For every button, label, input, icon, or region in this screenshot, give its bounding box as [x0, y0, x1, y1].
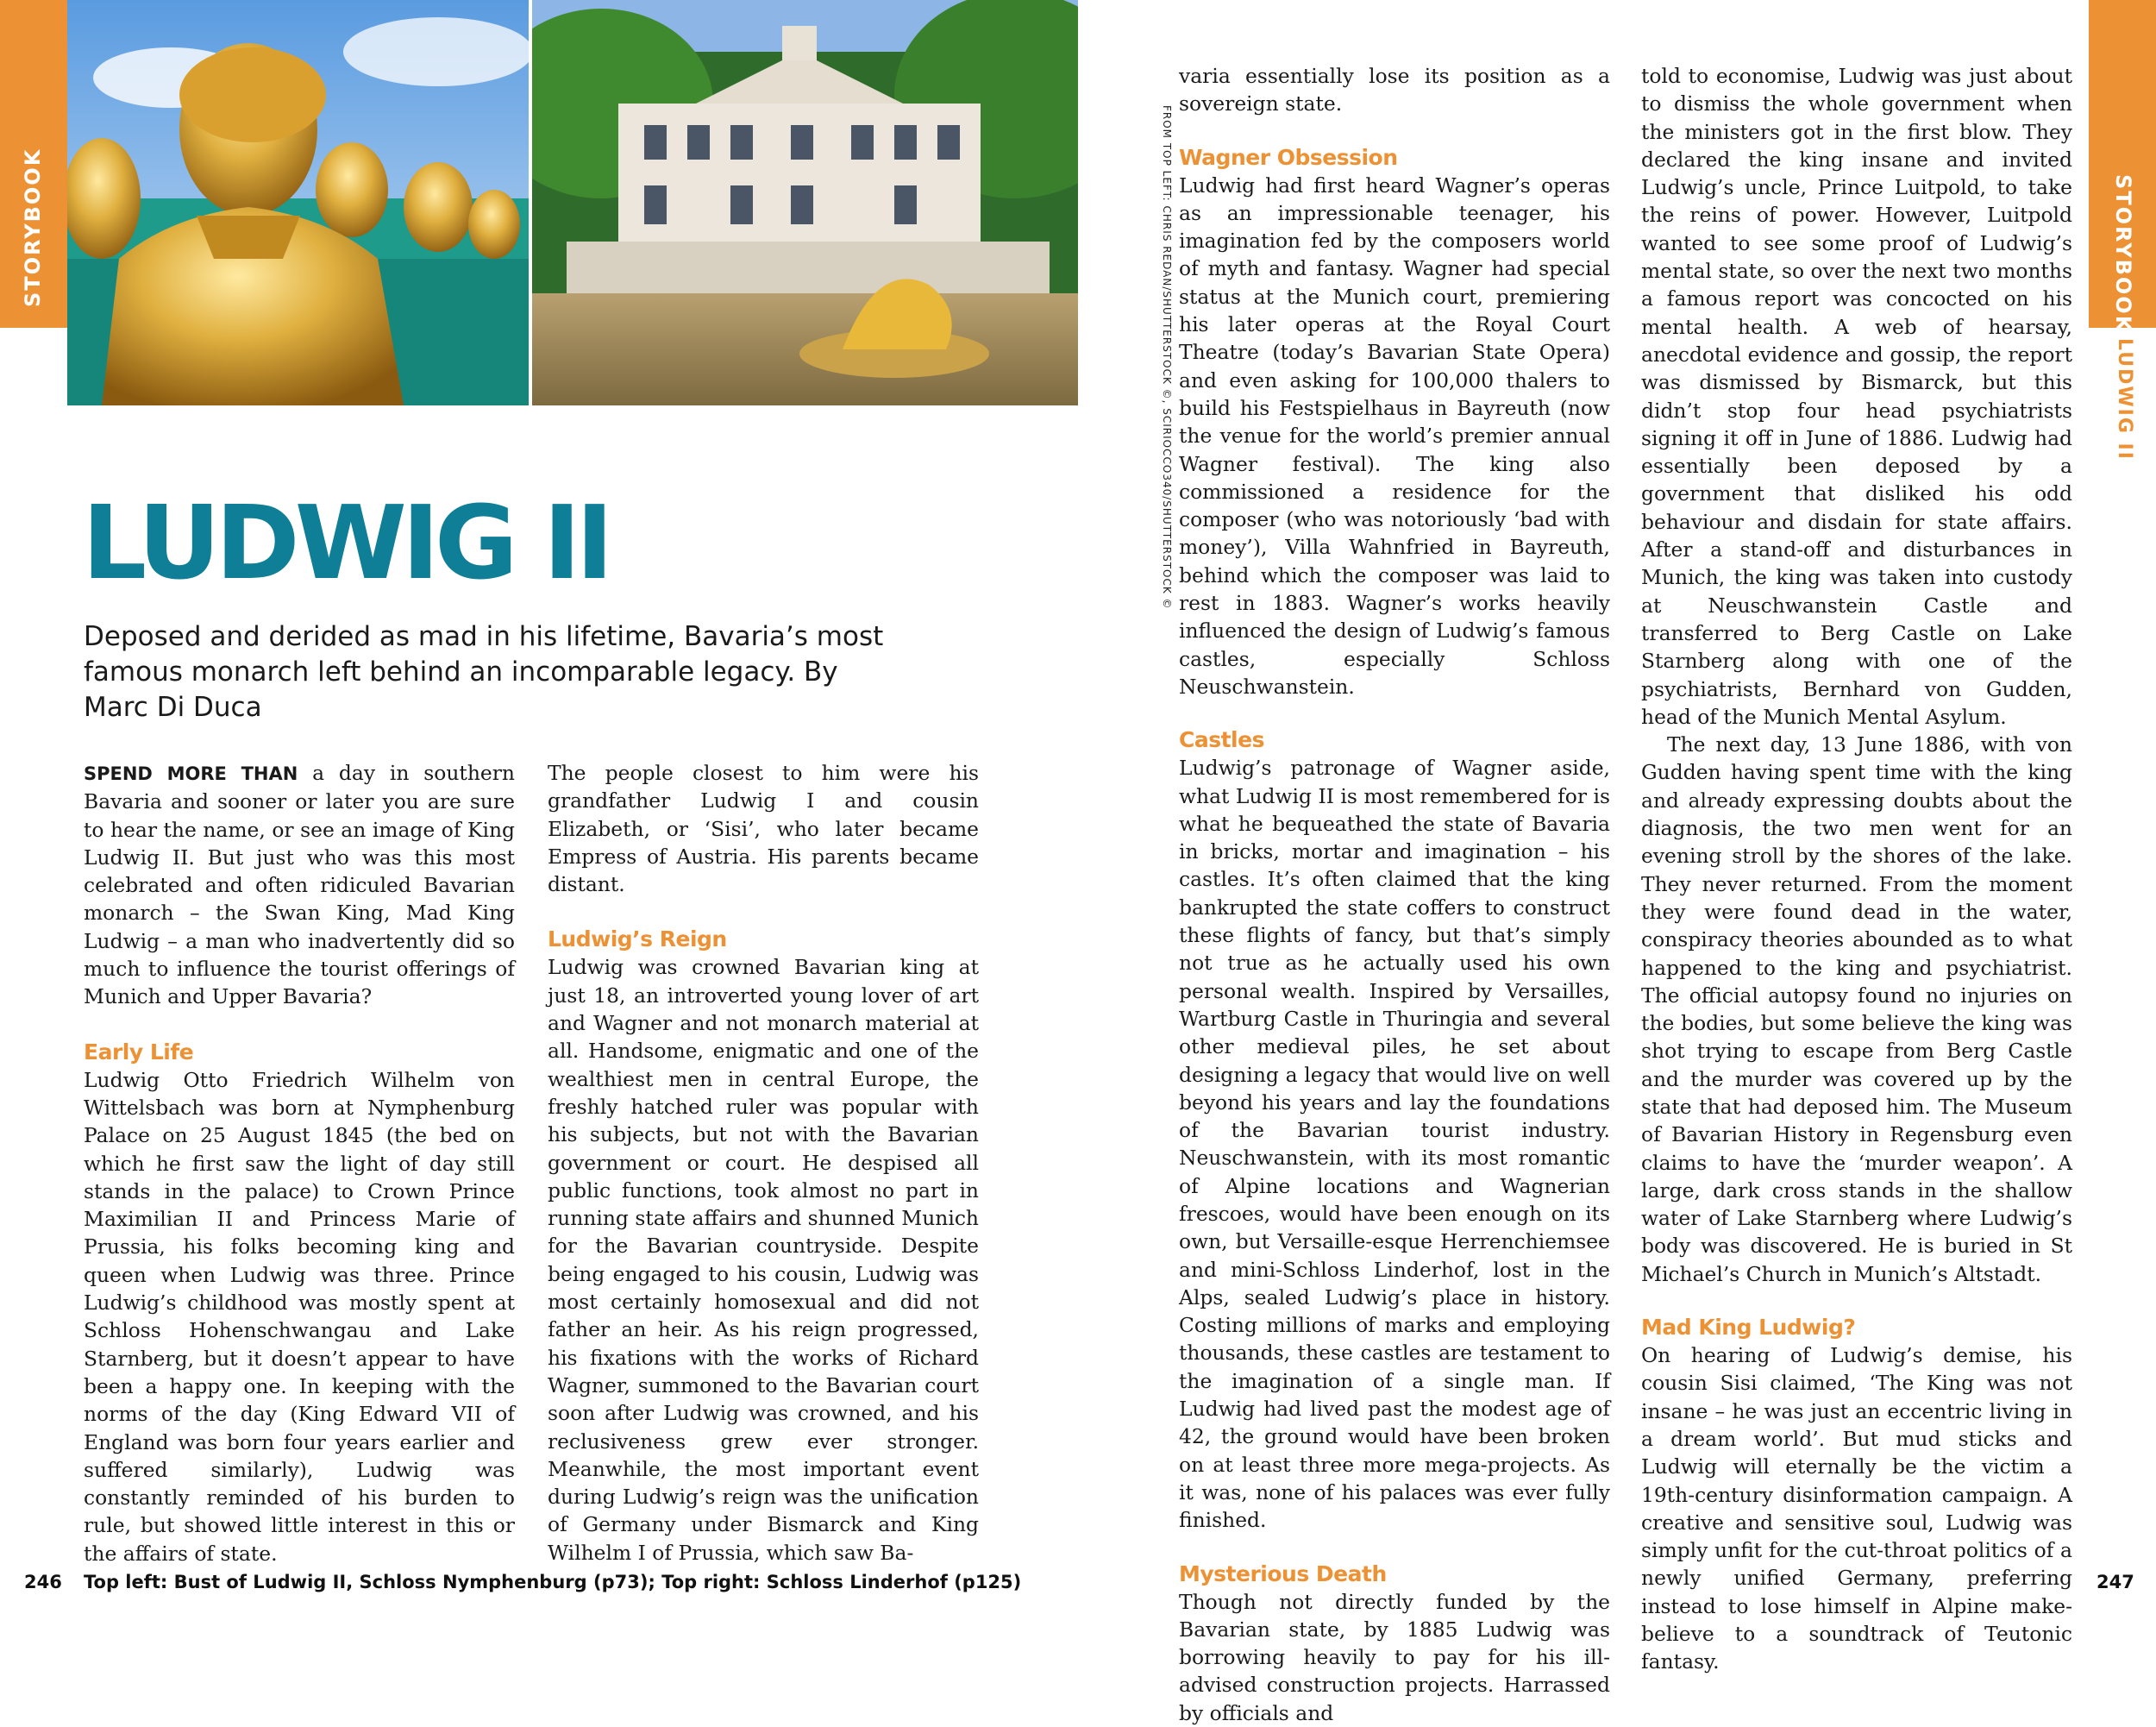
- early-life-paragraph-2: The people closest to him were his grandfather Ludwig I and cousin Elizabeth, or ‘Sisi’, who later became Empress of Austria. His parents became distant.: [548, 761, 979, 897]
- castles-paragraph: Ludwig’s patronage of Wagner aside, what Ludwig II is most remembered for is what he bequeathed the state of Bavaria in bricks, mortar and imagination – his castles. It’s often claimed that the king bankrupted the state coffers to construct these flights of fancy, but that’s simply not true as he actually used his own personal wealth. Inspired by Versailles, Wartburg Castle in Thuringia and several other medieval piles, he set about designing a legacy that would live on well beyond his years and lay the foundations of the Bavarian tourist industry. Neuschwanstein, with its most romantic of Alpine locations and Wagnerian frescoes, would have been enough on its own, but Versaille-esque Herrenchiemsee and mini-Schloss Linderhof, lost in the Alps, sealed Ludwig’s place in history. Costing millions of marks and employing thousands, these castles are testament to the imagination of a single man. If Ludwig had lived past the modest age of 42, the ground would have been broken on at least three more mega-projects. As it was, none of his palaces was ever fully finished.: [1179, 756, 1610, 1533]
- column-4: [1641, 62, 2072, 1676]
- column-2: [548, 759, 979, 1567]
- section-side-label: LUDWIG II: [2114, 338, 2135, 461]
- storybook-tab-label: STORYBOOK: [21, 148, 45, 307]
- intro-lead: SPEND MORE THAN: [84, 763, 298, 784]
- photo-credit: FROM TOP LEFT: CHRIS REDAN/SHUTTERSTOCK ©, SCIRIOCCO340/SHUTTERSTOCK ©: [1161, 105, 1173, 610]
- mad-king-paragraph: On hearing of Ludwig’s demise, his cousin Sisi claimed, ‘The King was not insane – he was just an eccentric living in a dream world’. But mud sticks and Ludwig will eternally be the victim a 19th-century disinformation campaign. A creative and sensitive soul, Ludwig was simply unfit for the cut-throat politics of a newly unified Germany, preferring instead to lose himself in Alpine make-believe to a soundtrack of Teutonic fantasy.: [1641, 1343, 2072, 1674]
- heading-wagner-obsession: Wagner Obsession: [1179, 144, 1398, 170]
- intro-paragraph: [84, 759, 515, 1011]
- page-number-right: 247: [2096, 1572, 2134, 1592]
- column-3: [1179, 62, 1610, 1727]
- wagner-paragraph: Ludwig had first heard Wagner’s operas as an impressionable teenager, his imagination fed by the composers world of myth and fantasy. Wagner had special status at the Munich court, premiering his later operas at the Royal Court Theatre (today’s Bavarian State Opera) and even asking for 100,000 thalers to build his Festspielhaus in Bayreuth (now the venue for the world’s premier annual Wagner festival). The king also commissioned a residence for the composer (who was notoriously ‘bad with money’), Villa Wahnfried in Bayreuth, behind which the composer was laid to rest in 1883. Wagner’s works heavily influenced the design of Ludwig’s famous castles, especially Schloss Neuschwanstein.: [1179, 173, 1610, 699]
- photo-caption: Top left: Bust of Ludwig II, Schloss Nymphenburg (p73); Top right: Schloss Linderhof (p125): [84, 1572, 1022, 1592]
- page-number-left: 246: [24, 1572, 62, 1592]
- reign-paragraph: Ludwig was crowned Bavarian king at just 18, an introverted young lover of art and Wagner and not monarch material at all. Handsome, enigmatic and one of the wealthiest men in central Europe, the freshly hatched ruler was popular with his subjects, but not with the Bavarian government or court. He despised all public functions, took almost no part in running state affairs and shunned Munich for the Bavarian countryside. Despite being engaged to his cousin, Ludwig was most certainly homosexual and did not father an heir. As his reign progressed, his fixations with the works of Richard Wagner, summoned to the Bavarian court soon after Ludwig was crowned, and his reclusiveness grew ever stronger. Meanwhile, the most important event during Ludwig’s reign was the unification of Germany under Bismarck and King Wilhelm I of Prussia, which saw Ba-: [548, 955, 979, 1565]
- article-title: LUDWIG II: [82, 483, 609, 602]
- death-paragraph-continued: told to economise, Ludwig was just about to dismiss the whole government when the ministers got in the first blow. They declared the king insane and invited Ludwig’s uncle, Prince Luitpold, to take the reins of power. However, Luitpold wanted to see some proof of Ludwig’s mental state, so over the next two months a famous report was concocted on his mental health. A web of hearsay, anecdotal evidence and gossip, the report was dismissed by Bismarck, but this didn’t stop four head psychiatrists signing it off in June of 1886. Ludwig had essentially been deposed by a government that disliked his odd behaviour and disdain for state affairs. After a stand-off and disturbances in Munich, the king was taken into custody at Neuschwanstein Castle and transferred to Berg Castle on Lake Starnberg along with one of the psychiatrists, Bernhard von Gudden, head of the Munich Mental Asylum.: [1641, 64, 2072, 729]
- storybook-tab-right: [2089, 0, 2156, 334]
- death-paragraph: Though not directly funded by the Bavarian state, by 1885 Ludwig was borrowing heavily to pay for his ill-advised construction projects. Harrassed by officials and: [1179, 1589, 1610, 1725]
- death-paragraph-2: The next day, 13 June 1886, with von Gudden having spent time with the king and already expressing doubts about the diagnosis, the two men went for an evening stroll by the shores of the lake. They never returned. From the moment they were found dead in the water, conspiracy theories abounded as to what happened to the king and psychiatrist. The official autopsy found no injuries on the bodies, but some believe the king was shot trying to escape from Berg Castle and the murder was covered up by the state that had deposed him. The Museum of Bavarian History in Regensburg even claims to have the ‘murder weapon’. A large, dark cross stands in the shallow water of Lake Starnberg where Ludwig’s body was discovered. He is buried in St Michael’s Church in Munich’s Altstadt.: [1641, 732, 2072, 1286]
- schloss-linderhof-photo: [532, 0, 1078, 405]
- storybook-tab-label-right: STORYBOOK: [2111, 174, 2135, 334]
- reign-paragraph-continued: varia essentially lose its position as a sovereign state.: [1179, 64, 1610, 116]
- standfirst: Deposed and derided as mad in his lifetime, Bavaria’s most famous monarch left behind an incomparable legacy. By Marc Di Duca: [84, 621, 884, 723]
- heading-mad-king-ludwig: Mad King Ludwig?: [1641, 1315, 1856, 1341]
- heading-castles: Castles: [1179, 727, 1264, 753]
- heading-mysterious-death: Mysterious Death: [1179, 1561, 1387, 1586]
- storybook-tab-left: [0, 0, 67, 328]
- early-life-paragraph: Ludwig Otto Friedrich Wilhelm von Wittelsbach was born at Nymphenburg Palace on 25 August 1845 (the bed on which he first saw the light of day still stands in the palace) to Crown Prince Maximilian II and Princess Marie of Prussia, his folks becoming king and queen when Ludwig was three. Prince Ludwig’s childhood was mostly spent at Schloss Hohenschwangau and Lake Starnberg, but it doesn’t appear to have been a happy one. In keeping with the norms of the day (King Edward VII of England was born four years earlier and suffered similarly), Ludwig was constantly reminded of his burden to rule, but showed little interest in this or the affairs of state.: [84, 1067, 515, 1566]
- column-1: [84, 759, 515, 1567]
- gold-bust-photo: [67, 0, 529, 405]
- intro-text: a day in southern Bavaria and sooner or later you are sure to hear the name, or see an image of King Ludwig II. But just who was this most celebrated and often ridiculed Bavarian monarch – the Swan King, Mad King Ludwig – a man who inadvertently did so much to influence the tourist offerings of Munich and Upper Bavaria?: [84, 761, 515, 1009]
- heading-early-life: Early Life: [84, 1039, 194, 1064]
- heading-ludwigs-reign: Ludwig’s Reign: [548, 926, 727, 952]
